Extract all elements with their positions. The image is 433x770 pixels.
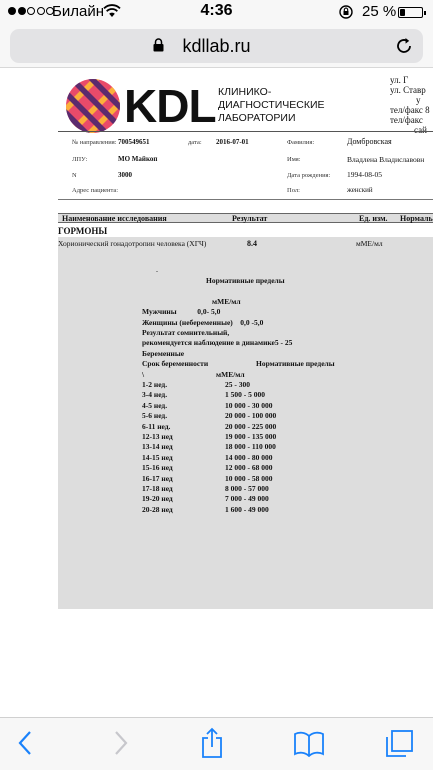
ref-row [142, 411, 402, 421]
test-result: 8.4 [247, 239, 257, 248]
ref-term: 20-28 нед [142, 504, 173, 514]
ref-term: 1-2 нед. [142, 380, 168, 390]
contact-line: тел/факс 8 [390, 105, 430, 115]
tabs-icon[interactable] [384, 729, 414, 764]
patient-sex: женский [347, 186, 373, 194]
contact-line: ул. Ставр [390, 85, 426, 95]
ref-term: 19-20 нед [142, 494, 173, 504]
contact-line: сай [414, 125, 427, 135]
ref-row [142, 463, 402, 473]
ref-term: 3-4 нед. [142, 390, 168, 400]
address-label: Адрес пациента: [72, 187, 119, 194]
status-bar [0, 0, 433, 24]
chevron-left-icon[interactable] [17, 730, 33, 761]
surname-label: Фамилия: [287, 139, 315, 146]
lpu-label: ЛПУ: [72, 156, 88, 163]
n-label: N [72, 172, 77, 179]
ref-term: 17-18 нед [142, 483, 173, 493]
ref-title: Нормативные пределы [206, 276, 285, 285]
ref-row [142, 494, 402, 504]
col-test: Наименование исследования [62, 214, 167, 223]
ref-women: Женщины (небеременные) 0,0 -5,0 [142, 317, 264, 327]
ref-columns [142, 359, 402, 369]
lab-name [218, 86, 325, 125]
ref-men: Мужчины 0,0- 5,0 [142, 307, 221, 317]
ref-range: 25 - 300 [225, 380, 250, 390]
ref-col-term: Срок беременности [142, 359, 209, 369]
ref-col-norms: Нормативные пределы [256, 359, 335, 369]
ref-term: 16-17 нед [142, 473, 173, 483]
lab-name-line: ЛАБОРАТОРИИ [218, 112, 296, 124]
address-bar[interactable] [10, 29, 423, 63]
ref-row [142, 442, 402, 452]
lpu-value: МО Майкоп [118, 155, 158, 163]
contact-line: тел/факс [390, 115, 423, 125]
patient-dob: 1994-08-05 [347, 170, 382, 179]
lab-contacts [390, 75, 433, 135]
col-result: Результат [232, 214, 268, 223]
ref-doubtful-1: Результат сомнительный, [142, 328, 230, 338]
patient-surname: Домбровская [347, 137, 392, 146]
ref-range: 14 000 - 80 000 [225, 452, 273, 462]
ref-units-row [142, 370, 402, 380]
ref-range: 1 600 - 49 000 [225, 504, 269, 514]
referral-label: № направления: [72, 139, 117, 146]
dob-label: Дата рождения: [287, 172, 331, 179]
ref-term: 15-16 нед [142, 463, 173, 473]
ref-row [142, 453, 402, 463]
ref-pregnant: Беременные [142, 348, 185, 358]
ref-term: 6-11 нед. [142, 421, 171, 431]
ref-range: 20 000 - 225 000 [225, 421, 277, 431]
ref-row [142, 474, 402, 484]
carrier-name: Билайн [52, 3, 104, 20]
referral-date: 2016-07-01 [216, 138, 249, 146]
lab-report-page [0, 69, 433, 717]
ref-slash: \ [142, 369, 145, 379]
name-label: Имя: [287, 156, 301, 163]
rotation-lock-icon [338, 4, 354, 24]
ref-row [142, 432, 402, 442]
ref-term: 14-15 нед [142, 452, 173, 462]
battery-icon [398, 7, 423, 18]
ref-unit-2: мМЕ/мл [216, 369, 245, 379]
share-icon[interactable] [200, 727, 224, 764]
ref-unit: мМЕ/мл [212, 296, 241, 306]
reference-ranges [142, 276, 402, 515]
ref-term: 5-6 нед. [142, 411, 168, 421]
ref-row [142, 390, 402, 400]
book-icon[interactable] [293, 731, 325, 762]
divider [58, 199, 433, 200]
ref-range: 10 000 - 58 000 [225, 473, 273, 483]
ref-range: 18 000 - 110 000 [225, 442, 276, 452]
dot-mark: . [156, 265, 158, 274]
section-title: ГОРМОНЫ [58, 226, 108, 236]
ref-range: 10 000 - 30 000 [225, 400, 273, 410]
ref-rows [142, 380, 402, 515]
col-unit: Ед. изм. [359, 214, 388, 223]
ref-range: 19 000 - 135 000 [225, 431, 277, 441]
url-text: kdllab.ru [182, 36, 251, 56]
lab-name-line: КЛИНИКО- [218, 86, 272, 98]
ref-row [142, 422, 402, 432]
test-name: Хорионический гонадотропин человека (ХГЧ) [58, 239, 207, 248]
contact-line: у [416, 95, 421, 105]
chevron-right-icon[interactable] [113, 730, 129, 761]
patient-name: Владлена Владиславовн [347, 155, 425, 164]
ref-range: 1 500 - 5 000 [225, 390, 265, 400]
referral-number: 700549651 [118, 138, 150, 146]
test-unit: мМЕ/мл [356, 239, 383, 248]
clock: 4:36 [200, 2, 233, 19]
contact-line: ул. Г [390, 75, 409, 85]
ref-range: 8 000 - 57 000 [225, 483, 269, 493]
brand-title: KDL [124, 80, 216, 132]
ref-row [142, 484, 402, 494]
ref-doubtful-2: рекомендуется наблюдение в динамике5 - 25 [142, 338, 293, 348]
battery-percent: 25 % [362, 3, 397, 20]
n-value: 3000 [118, 171, 132, 179]
ref-range: 7 000 - 49 000 [225, 494, 269, 504]
browser-address-area [0, 24, 433, 68]
date-label: дата: [188, 139, 202, 146]
reload-icon[interactable] [394, 36, 414, 61]
ref-term: 4-5 нед. [142, 400, 168, 410]
ref-term: 13-14 нед [142, 442, 173, 452]
ref-row [142, 380, 402, 390]
lab-name-line: ДИАГНОСТИЧЕСКИЕ [218, 99, 325, 111]
sex-label: Пол: [287, 187, 300, 194]
ref-term: 12-13 нед [142, 431, 173, 441]
results-table-header [58, 213, 433, 223]
browser-toolbar [0, 717, 433, 770]
ref-row [142, 401, 402, 411]
ref-range: 12 000 - 68 000 [225, 463, 273, 473]
ref-range: 20 000 - 100 000 [225, 411, 277, 421]
col-norms: Нормаль [400, 214, 433, 223]
ref-row [142, 505, 402, 515]
